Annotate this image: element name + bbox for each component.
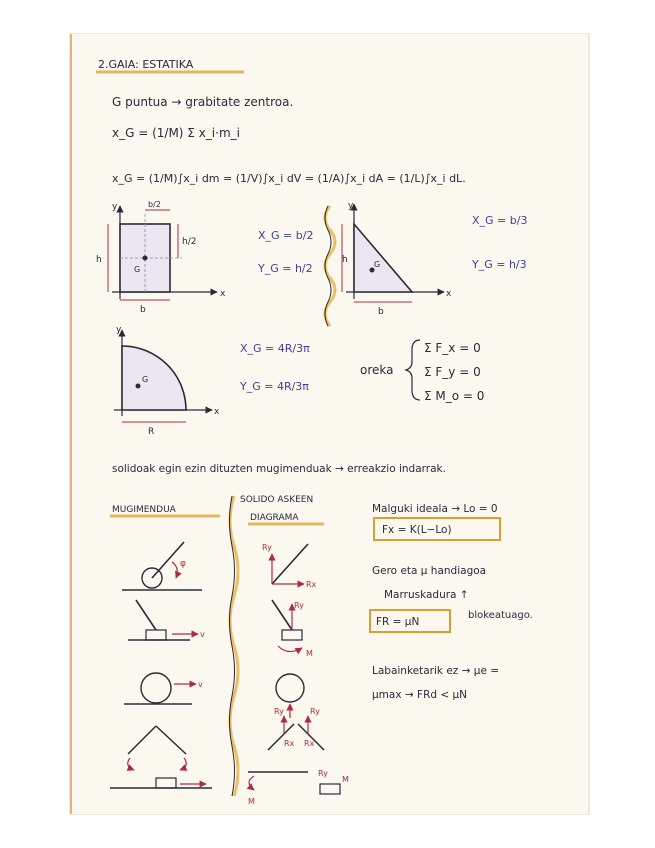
quarter-yg: Y_G = 4R/3π xyxy=(240,380,309,393)
motion-sketch-slider xyxy=(128,600,205,640)
rect-xg: X_G = b/2 xyxy=(258,229,314,242)
friction-note-2: Marruskadura ↑ xyxy=(384,589,469,601)
formula-continuous: x_G = (1/M)∫x_i dm = (1/V)∫x_i dV = (1/A)∫x_i dA = (1/L)∫x_i dL. xyxy=(112,172,466,185)
fbd4-ry-2: Ry xyxy=(310,707,320,716)
v-label-2: v xyxy=(198,680,203,689)
friction-note-3: blokeatuago. xyxy=(468,610,533,621)
fbd1-ry: Ry xyxy=(262,543,272,552)
rect-b-half-label: b/2 xyxy=(148,200,161,209)
motion-sketch-roller xyxy=(124,673,203,704)
balance-label: oreka xyxy=(360,363,394,377)
notebook-page xyxy=(70,34,589,814)
intro-text: G puntua → grabitate zentroa. xyxy=(112,95,294,109)
phi-label: φ xyxy=(180,559,186,569)
page-title: 2.GAIA: ESTATIKA xyxy=(98,58,194,71)
fbd5-ry: Ry xyxy=(318,769,328,778)
friction-note-1: Gero eta μ handiagoa xyxy=(372,565,487,577)
triangle-diagram xyxy=(342,201,452,317)
balance-eq2: Σ F_y = 0 xyxy=(424,365,481,379)
handwritten-notes xyxy=(72,34,588,814)
col-header-right-1: SOLIDO ASKEEN xyxy=(240,495,314,505)
rect-g-label: G xyxy=(134,265,141,274)
tri-b-label: b xyxy=(378,307,384,317)
tri-xg: X_G = b/3 xyxy=(472,214,528,227)
fbd4-rx-1: Rx xyxy=(284,739,295,748)
quarter-g-label: G xyxy=(142,375,149,384)
tri-y-axis-label: y xyxy=(348,201,354,211)
col-header-left: MUGIMENDUA xyxy=(112,505,176,515)
quarter-r-label: R xyxy=(148,427,155,437)
fbd4-ry-1: Ry xyxy=(274,707,284,716)
fbd1-rx: Rx xyxy=(306,580,317,589)
tri-h-label: h xyxy=(342,255,348,265)
rectangle-diagram xyxy=(96,200,226,315)
col-header-right-2: DIAGRAMA xyxy=(250,513,299,523)
v-label-1: v xyxy=(200,630,205,639)
slip-note-1: Labainketarik ez → μe = xyxy=(372,665,500,677)
tri-yg: Y_G = h/3 xyxy=(472,258,527,271)
tri-x-axis-label: x xyxy=(446,289,452,299)
motion-sketch-pin xyxy=(122,542,202,590)
fbd2-ry: Ry xyxy=(294,601,304,610)
spring-formula: Fx = K(L−Lo) xyxy=(382,524,452,536)
fbd-slider xyxy=(272,600,313,658)
balance-eq3: Σ M_o = 0 xyxy=(424,389,485,403)
fbd5-m-2: M xyxy=(248,797,255,806)
rect-x-axis-label: x xyxy=(220,289,226,299)
yellow-separator xyxy=(325,206,335,326)
rect-h-half-label: h/2 xyxy=(182,237,197,247)
tri-g-label: G xyxy=(374,260,381,269)
quarter-y-axis-label: y xyxy=(116,325,122,335)
quarter-x-axis-label: x xyxy=(214,407,220,417)
friction-formula: FR = μN xyxy=(376,616,420,628)
quarter-xg: X_G = 4R/3π xyxy=(240,342,310,355)
solid-note: solidoak egin ezin dituzten mugimenduak → erreakzio indarrak. xyxy=(112,463,446,475)
balance-brace xyxy=(406,340,420,400)
fbd-hinge xyxy=(268,707,324,750)
motion-sketch-hinge xyxy=(128,726,187,770)
fbd-pin xyxy=(262,543,317,589)
slip-note-2: μmax → FRd < μN xyxy=(372,689,468,701)
balance-eq1: Σ F_x = 0 xyxy=(424,341,481,355)
spring-note: Malguki ideala → Lo = 0 xyxy=(372,503,498,515)
rect-h-label: h xyxy=(96,255,102,265)
formula-discrete: x_G = (1/M) Σ x_i·m_i xyxy=(112,126,240,140)
fbd2-m: M xyxy=(306,649,313,658)
fbd-block xyxy=(248,769,349,806)
fbd5-m: M xyxy=(342,775,349,784)
rect-b-label: b xyxy=(140,305,146,315)
fbd4-rx-2: Rx xyxy=(304,739,315,748)
quarter-circle-diagram xyxy=(114,325,220,437)
rect-yg: Y_G = h/2 xyxy=(258,262,313,275)
motion-sketch-block xyxy=(110,778,212,788)
rect-y-axis-label: y xyxy=(112,202,118,212)
